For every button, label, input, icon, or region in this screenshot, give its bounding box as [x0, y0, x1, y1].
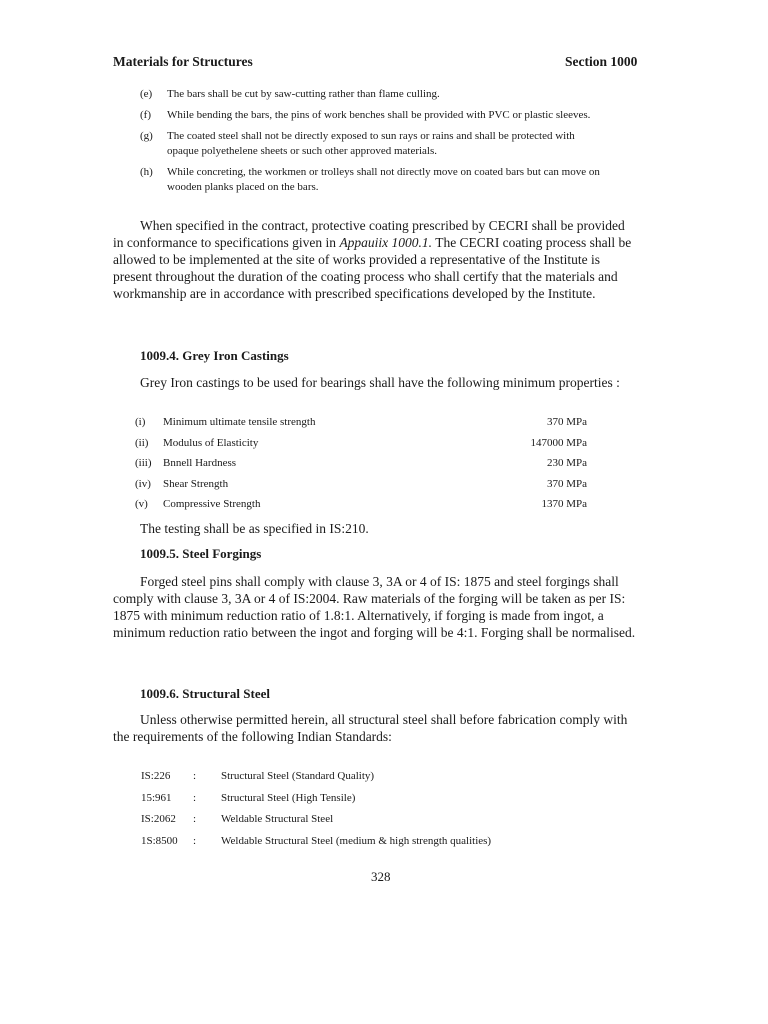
list-item [113, 165, 603, 195]
heading-structural-steel: 1009.6. Structural Steel [140, 686, 270, 701]
standards-list [141, 770, 561, 856]
standard-row [141, 770, 561, 792]
standard-separator: : [193, 770, 197, 782]
property-numeral: (i) [135, 416, 146, 428]
standard-code: 15:961 [141, 791, 172, 804]
structural-steel-intro: Unless otherwise permitted herein, all structural steel shall before fabrication comply with the requirements of the following Indian Standards: [113, 712, 628, 744]
list-item [113, 108, 603, 123]
property-row [135, 437, 590, 458]
property-numeral: (iii) [135, 457, 152, 470]
list-item [113, 87, 603, 102]
property-value: 370 MPa [546, 416, 587, 428]
coating-text-after: The CECRI coating process shall be allowed to be implemented at the site of works provided a representative of the Institute is present throughout the duration of the coating process who shall certify that the materials and workmanship are in accordance with prescribed specifications developed by the Institute. [113, 235, 632, 301]
list-item-text: The coated steel shall not be directly exposed to sun rays or rains and shall be protected with opaque polyethelene sheets or such other approved materials. [167, 130, 575, 157]
property-numeral: (v) [135, 498, 148, 511]
property-value: 370 MPa [546, 477, 587, 490]
list-item-text: The bars shall be cut by saw-cutting rather than flame culling. [167, 88, 440, 100]
testing-note: The testing shall be as specified in IS:210. [140, 521, 369, 536]
property-row [135, 478, 590, 499]
list-item-label: (h) [140, 166, 153, 178]
running-header-title: Materials for Structures [113, 54, 253, 69]
standard-row [141, 813, 561, 835]
standard-separator: : [193, 813, 197, 825]
property-name: Bnnell Hardness [163, 457, 237, 470]
standard-description: Weldable Structural Steel [221, 813, 334, 825]
standard-code: IS:2062 [141, 813, 176, 825]
properties-list [135, 416, 590, 519]
running-header-section: Section 1000 [565, 54, 638, 69]
property-value: 147000 MPa [530, 436, 587, 449]
appendix-reference: Appauiix 1000.1. [339, 235, 433, 250]
standard-code: 1S:8500 [141, 834, 178, 847]
heading-grey-iron: 1009.4. Grey Iron Castings [140, 348, 289, 363]
steel-forgings-paragraph: Forged steel pins shall comply with clause 3, 3A or 4 of IS: 1875 and steel forgings shall comply with clause 3, 3A or 4 of IS:2004. Raw materials of the forging will be taken as per IS: 1875 with minimum reduction ratio of 1.8:1. Alternatively, if forging is made from ingot, a minimum reduction ratio between the ingot and forging will be 4:1. Forging shall be normalised. [113, 574, 636, 640]
page-number: 328 [371, 869, 391, 884]
standard-code: IS:226 [141, 770, 171, 782]
list-item-text: While bending the bars, the pins of work benches shall be provided with PVC or plastic sleeves. [167, 109, 591, 121]
coating-text-before: When specified in the contract, protective coating prescribed by CECRI shall be provided in conformance to specifications given in [113, 218, 625, 250]
standard-row [141, 792, 561, 814]
coating-paragraph [113, 217, 638, 302]
property-row [135, 457, 590, 478]
list-item-text: While concreting, the workmen or trolleys shall not directly move on coated bars but can move on wooden planks placed on the bars. [167, 166, 600, 193]
property-name: Modulus of Elasticity [163, 436, 259, 449]
property-value: 230 MPa [546, 457, 587, 470]
standard-description: Structural Steel (Standard Quality) [221, 770, 375, 782]
grey-iron-intro: Grey Iron castings to be used for bearings shall have the following minimum properties : [140, 375, 620, 390]
list-item-label: (e) [140, 88, 153, 100]
list-item-label: (f) [140, 109, 151, 121]
standard-description: Weldable Structural Steel (medium & high strength qualities) [221, 834, 492, 847]
list-item [113, 129, 603, 159]
property-numeral: (iv) [135, 477, 151, 490]
standard-row [141, 835, 561, 857]
property-row [135, 416, 590, 437]
property-name: Compressive Strength [163, 498, 261, 511]
list-item-label: (g) [140, 130, 153, 142]
property-numeral: (ii) [135, 436, 149, 449]
precaution-list [113, 87, 603, 201]
standard-description: Structural Steel (High Tensile) [221, 791, 356, 804]
property-value: 1370 MPa [541, 498, 587, 511]
property-name: Minimum ultimate tensile strength [163, 416, 316, 428]
standard-separator: : [193, 834, 197, 847]
standard-separator: : [193, 791, 197, 804]
heading-steel-forgings: 1009.5. Steel Forgings [140, 546, 262, 561]
property-name: Shear Strength [163, 477, 229, 490]
property-row [135, 498, 590, 519]
